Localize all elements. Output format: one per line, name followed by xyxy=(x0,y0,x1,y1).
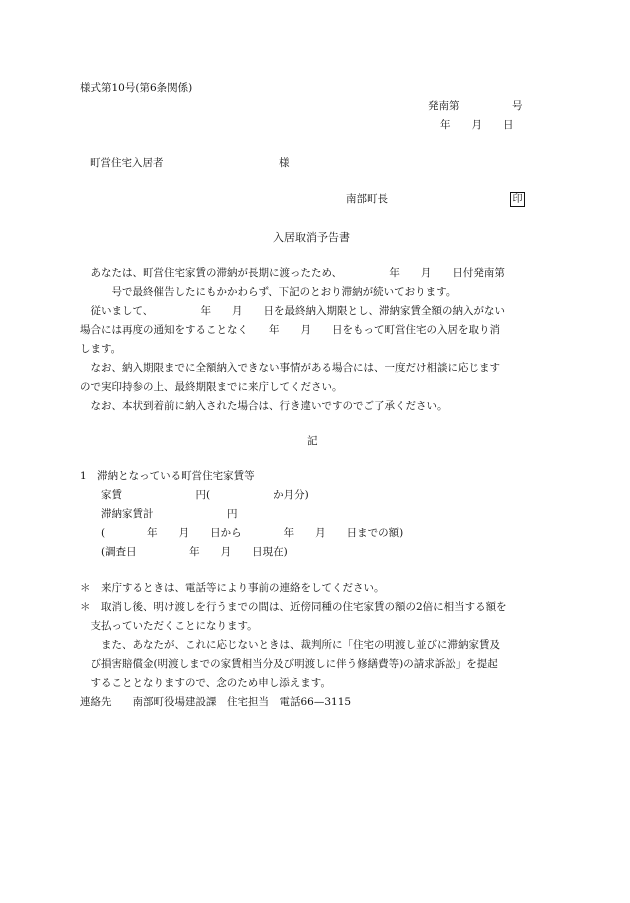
body-line: あなたは、町営住宅家賃の滞納が長期に渡ったため、 年 月 日付発南第 xyxy=(80,267,505,279)
item-line: (調査日 年 月 日現在) xyxy=(80,546,288,558)
note-line: また、あなたが、これに応じないときは、裁判所に「住宅の明渡し並びに滞納家賃及 xyxy=(80,639,500,651)
document-title: 入居取消予告書 xyxy=(273,231,350,244)
note-line: 支払っていただくことになります。 xyxy=(80,620,258,632)
sender: 南部町長 xyxy=(346,193,388,205)
seal-box: 印 xyxy=(510,192,525,207)
note-line: ＊ 取消し後、明け渡しを行うまでの間は、近傍同種の住宅家賃の額の2倍に相当する額を xyxy=(80,601,507,613)
form-label: 様式第10号(第6条関係) xyxy=(80,82,193,94)
addressee: 町営住宅入居者 様 xyxy=(90,157,290,169)
item-line: ( 年 月 日から 年 月 日までの額) xyxy=(80,527,404,539)
body-line: ので実印持参の上、最終期限までに来庁してください。 xyxy=(80,381,343,393)
body-line: 場合には再度の通知をすることなく 年 月 日をもって町営住宅の入居を取り消 xyxy=(80,324,500,336)
body-line: 従いまして、 年 月 日を最終納入期限とし、滞納家賃全額の納入がない xyxy=(80,305,506,317)
item-line: 滞納家賃計 円 xyxy=(80,508,238,520)
contact-line: 連絡先 南部町役場建設課 住宅担当 電話66—3115 xyxy=(80,696,352,708)
body-line: なお、納入期限までに全額納入できない事情がある場合には、一度だけ相談に応じます xyxy=(80,362,500,374)
seal-mark xyxy=(510,192,525,207)
issue-number: 発南第 号 xyxy=(428,100,523,112)
body-line: なお、本状到着前に納入された場合は、行き違いですのでご了承ください。 xyxy=(80,400,448,412)
body-line: します。 xyxy=(80,343,122,355)
note-line: び損害賠償金(明渡しまでの家賃相当分及び明渡しに伴う修繕費等)の請求訴訟」を提起 xyxy=(80,658,498,670)
body-line: 号で最終催告したにもかかわらず、下記のとおり滞納が続いております。 xyxy=(80,286,457,298)
item-line: 家賃 円( か月分) xyxy=(80,489,309,501)
issue-date: 年 月 日 xyxy=(440,119,514,131)
ki-heading: 記 xyxy=(307,435,318,447)
note-line: ＊ 来庁するときは、電話等により事前の連絡をしてください。 xyxy=(80,582,385,594)
note-line: することとなりますので、念のため申し添えます。 xyxy=(80,677,331,689)
item-line: 1 滞納となっている町営住宅家賃等 xyxy=(80,470,255,482)
